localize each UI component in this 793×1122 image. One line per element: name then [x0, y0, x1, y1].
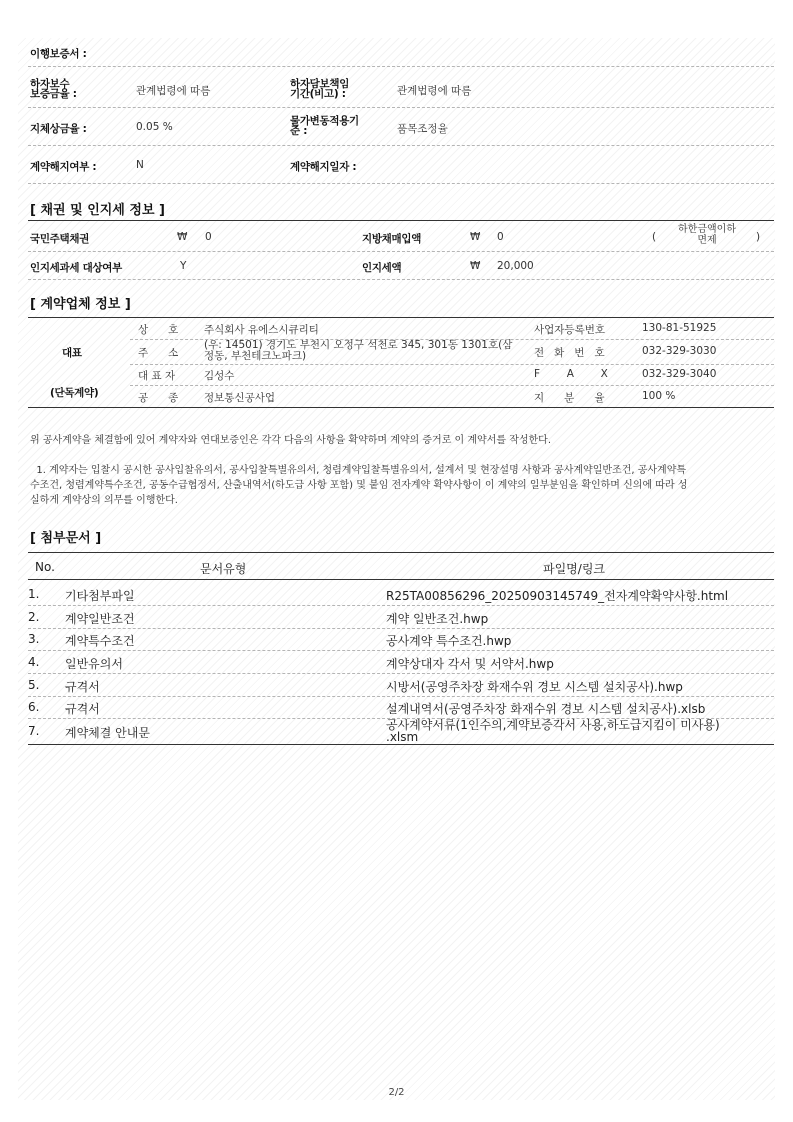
- attachment-type: 계약특수조건: [65, 634, 135, 648]
- delay-rate-value: 0.05 %: [136, 121, 173, 133]
- table-bottom-rule: [28, 744, 774, 745]
- price-adjust-label-line1: 물가변동적용기: [290, 115, 359, 127]
- divider: [28, 145, 774, 146]
- attachment-no: 7.: [28, 724, 40, 738]
- housing-bond-label: 국민주택채권: [30, 233, 90, 245]
- section-rule: [28, 552, 774, 553]
- address-label: 주 소: [138, 347, 179, 359]
- share-value: 100 %: [642, 390, 676, 402]
- local-bond-value: 0: [497, 231, 504, 243]
- attachment-type: 계약일반조건: [65, 612, 135, 626]
- statement-clause-1: [30, 463, 770, 508]
- price-adjust-label-line2: 준 :: [290, 125, 308, 137]
- ceo-value: 김성수: [204, 370, 235, 382]
- exempt-note: [662, 224, 752, 246]
- rep-label: 대표: [62, 347, 82, 359]
- attachment-file-link[interactable]: 공사계약 특수조건.hwp: [386, 634, 512, 648]
- stamp-tax-value: 20,000: [497, 260, 534, 272]
- sole-contract-label: (단독계약): [50, 387, 99, 399]
- attachments-section-title: [ 첨부문서 ]: [30, 531, 102, 546]
- divider: [130, 364, 774, 365]
- company-label: 상 호: [138, 324, 179, 336]
- clause-1-line2: 수조건, 청렴계약특수조건, 공동수급협정서, 산출내역서(하도급 사항 포함) 및 붙임 전자계약 확약사항이 이 계약의 일부분임을 확인하며 신의에 따라 성: [30, 480, 688, 491]
- attachment-file-link[interactable]: 계약상대자 각서 및 서약서.hwp: [386, 657, 554, 671]
- clause-1-line1: 1. 계약자는 입찰시 공시한 공사입찰유의서, 공사입찰특별유의서, 청렴계약입찰특별유의서, 설계서 및 현장설명 사항과 공사계약일반조건, 공사계약특: [30, 465, 687, 476]
- defect-bond-value: 관계법령에 따름: [136, 85, 211, 97]
- attachment-no: 2.: [28, 610, 40, 624]
- col-header-type: 문서유형: [200, 562, 247, 576]
- attachment-type: 규격서: [65, 702, 100, 716]
- share-label: 지 분 율: [534, 392, 605, 404]
- row-divider: [28, 673, 774, 674]
- address-value: [204, 340, 512, 362]
- local-bond-label: 지방채매입액: [362, 233, 422, 245]
- attachment-type: 계약체결 안내문: [65, 726, 150, 740]
- fax-value: 032-329-3040: [642, 368, 717, 380]
- phone-label: 전 화 번 호: [534, 347, 605, 359]
- attachment-file-line2: .xlsm: [386, 730, 419, 744]
- stamp-tax-currency: ₩: [470, 260, 481, 272]
- bizno-value: 130-81-51925: [642, 322, 717, 334]
- stamp-target-label: 인지세과세 대상여부: [30, 262, 122, 274]
- section-rule: [28, 407, 774, 408]
- stamp-tax-label: 인지세액: [362, 262, 402, 274]
- type-value: 정보통신공사업: [204, 392, 276, 404]
- page-background: [18, 38, 775, 1100]
- local-bond-currency: ₩: [470, 231, 481, 243]
- termination-date-label: 계약해지일자 :: [290, 161, 357, 173]
- attachment-file-link[interactable]: 계약 일반조건.hwp: [386, 612, 489, 626]
- row-divider: [28, 628, 774, 629]
- attachment-file-link[interactable]: [386, 719, 720, 743]
- termination-value: N: [136, 159, 144, 171]
- page-number: 2/2: [388, 1087, 405, 1098]
- exempt-note-line1: 하한금액이하: [678, 224, 736, 235]
- defect-bond-label-line2: 보증금율 :: [30, 88, 77, 100]
- section-rule: [28, 220, 774, 221]
- address-line2: 정동, 부천테크노파크): [204, 350, 307, 362]
- attachment-no: 6.: [28, 700, 40, 714]
- address-line1: (우: 14501) 경기도 부천시 오정구 석천로 345, 301동 1301호(삼: [204, 339, 513, 351]
- attachment-file-link[interactable]: R25TA00856296_20250903145749_전자계약확약사항.html: [386, 589, 729, 603]
- divider: [28, 279, 774, 280]
- type-label: 공 종: [138, 392, 179, 404]
- exempt-note-line2: 면제: [697, 235, 717, 246]
- contractor-section-title: [ 계약업체 정보 ]: [30, 297, 131, 312]
- performance-bond-label: 이행보증서 :: [30, 48, 87, 60]
- header-rule: [28, 579, 774, 580]
- divider: [28, 107, 774, 108]
- bizno-label: 사업자등록번호: [534, 324, 606, 336]
- bond-tax-section-title: [ 채권 및 인지세 정보 ]: [30, 203, 165, 218]
- price-adjust-value: 품목조정율: [397, 123, 448, 135]
- company-value: 주식회사 유에스시큐리티: [204, 324, 319, 336]
- attachment-type: 일반유의서: [65, 657, 123, 671]
- attachment-type: 규격서: [65, 680, 100, 694]
- attachment-type: 기타첨부파일: [65, 589, 135, 603]
- clause-1-line3: 실하게 계약상의 의무를 이행한다.: [30, 495, 178, 506]
- price-adjust-label: [290, 116, 359, 136]
- row-divider: [28, 605, 774, 606]
- divider: [28, 66, 774, 67]
- defect-period-value: 관계법령에 따름: [397, 85, 472, 97]
- col-header-file: 파일명/링크: [543, 562, 606, 576]
- exempt-close-paren: ): [756, 231, 761, 243]
- attachment-file-link[interactable]: 시방서(공영주차장 화재수위 경보 시스템 설치공사).hwp: [386, 680, 683, 694]
- row-divider: [28, 650, 774, 651]
- stamp-target-value: Y: [180, 260, 187, 272]
- attachment-no: 5.: [28, 678, 40, 692]
- row-divider: [28, 696, 774, 697]
- defect-period-label-line2: 기간(비고) :: [290, 88, 346, 100]
- phone-value: 032-329-3030: [642, 345, 717, 357]
- attachment-file-link[interactable]: 설계내역서(공영주차장 화재수위 경보 시스템 설치공사).xlsb: [386, 702, 706, 716]
- col-header-no: No.: [35, 560, 55, 574]
- divider: [28, 183, 774, 184]
- attachment-no: 4.: [28, 655, 40, 669]
- fax-label: F A X: [534, 368, 608, 380]
- defect-bond-label: [30, 79, 77, 99]
- divider: [130, 385, 774, 386]
- statement-intro: 위 공사계약을 체결함에 있어 계약자와 연대보증인은 각각 다음의 사항을 확약하며 계약의 증거로 이 계약서를 작성한다.: [30, 435, 552, 446]
- housing-bond-currency: ₩: [177, 231, 188, 243]
- ceo-label: 대 표 자: [138, 370, 176, 382]
- divider: [28, 251, 774, 252]
- section-rule: [28, 317, 774, 318]
- attachment-no: 3.: [28, 632, 40, 646]
- attachment-file-line1: 공사계약서류(1인수의,계약보증각서 사용,하도급지킴이 미사용): [386, 718, 720, 732]
- housing-bond-value: 0: [205, 231, 212, 243]
- defect-period-label-line1: 하자담보책임: [290, 78, 350, 90]
- defect-period-label: [290, 79, 349, 99]
- delay-rate-label: 지체상금율 :: [30, 123, 87, 135]
- defect-bond-label-line1: 하자보수: [30, 78, 70, 90]
- exempt-open-paren: (: [652, 231, 657, 243]
- termination-label: 계약해지여부 :: [30, 161, 97, 173]
- attachment-no: 1.: [28, 587, 40, 601]
